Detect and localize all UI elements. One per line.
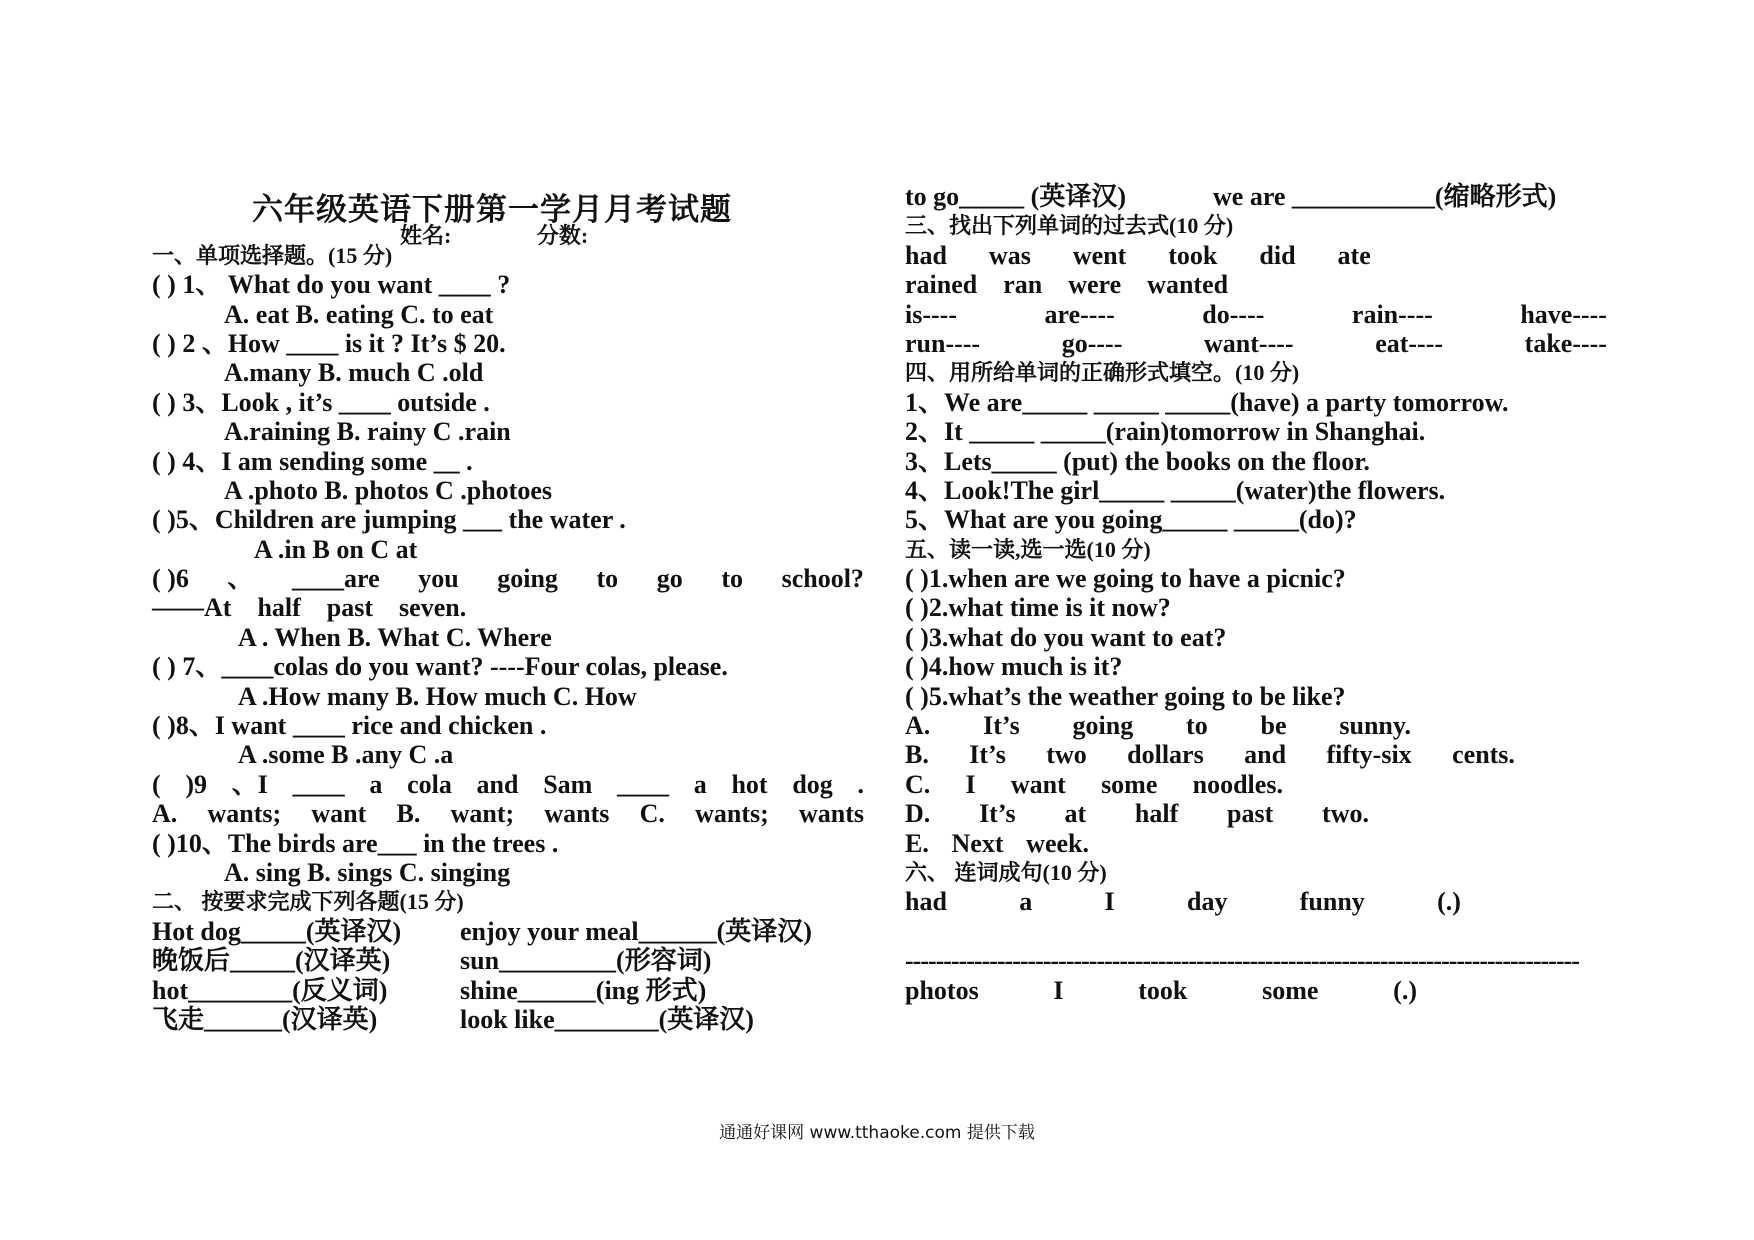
past-tense-row-2: run---- go---- want---- eat---- take---- [905, 328, 1607, 358]
question-2-options: A.many B. much C .old [224, 358, 484, 388]
answer-dash-line: ---------------------------------------------------------------------------------------- [905, 946, 1579, 976]
question-9-options: A. wants; want B. want; wants C. wants; wants [152, 799, 864, 829]
past-tense-words-1: had was went took did ate [905, 240, 1371, 270]
match-question-1: ( )1.when are we going to have a picnic? [905, 564, 1346, 594]
section2-heading: 二、 按要求完成下列各题(15 分) [152, 889, 464, 915]
match-question-2: ( )2.what time is it now? [905, 593, 1171, 623]
question-3: ( ) 3、Look , it’s ____ outside . [152, 387, 490, 417]
fill-sentence-2: 2、It _____ _____(rain)tomorrow in Shanghai. [905, 417, 1426, 447]
section2-row-2: 晚饭后_____(汉译英) sun_________(形容词) [152, 946, 712, 976]
section6-heading: 六、 连词成句(10 分) [905, 859, 1107, 885]
question-6-options: A . When B. What C. Where [238, 622, 552, 652]
fill-sentence-4: 4、Look!The girl_____ _____(water)the flowers. [905, 475, 1446, 505]
section2-row-1: Hot dog_____(英译汉) enjoy your meal______(英译汉) [152, 916, 812, 946]
fill-sentence-1: 1、We are_____ _____ _____(have) a party tomorrow. [905, 387, 1509, 417]
section4-heading: 四、用所给单词的正确形式填空。(10 分) [905, 360, 1300, 386]
question-6: ( )6 、 ____are you going to go to school? [152, 564, 864, 594]
question-1: ( ) 1、 What do you want ____ ? [152, 270, 511, 300]
section2-row-3: hot________(反义词) shine______(ing 形式) [152, 975, 707, 1005]
left-column [152, 182, 864, 1034]
right-column [905, 182, 1607, 1005]
answer-b: B. It’s two dollars and fifty-six cents. [905, 740, 1515, 770]
fill-sentence-5: 5、What are you going_____ _____(do)? [905, 505, 1357, 535]
section3-heading: 三、找出下列单词的过去式(10 分) [905, 213, 1234, 239]
question-5: ( )5、Children are jumping ___ the water . [152, 505, 626, 535]
answer-e: E. Next week. [905, 828, 1089, 858]
answer-a: A. It’s going to be sunny. [905, 711, 1411, 741]
question-6-answer: ——At half past seven. [152, 593, 467, 623]
answer-d: D. It’s at half past two. [905, 799, 1369, 829]
score-label: 分数: [536, 223, 589, 248]
section2-row-4: 飞走______(汉译英) look like________(英译汉) [152, 1004, 754, 1034]
word-order-2: photos I took some (.) [905, 975, 1417, 1005]
question-10-options: A. sing B. sings C. singing [224, 857, 511, 887]
section2-row-5: to go_____ (英译汉) we are ___________(缩略形式) [905, 182, 1557, 211]
question-7: ( ) 7、____colas do you want? ----Four colas, please. [152, 652, 728, 682]
question-3-options: A.raining B. rainy C .rain [224, 417, 511, 447]
question-7-options: A .How many B. How much C. How [238, 681, 637, 711]
section1-heading: 一、单项选择题。(15 分) [152, 242, 393, 268]
section5-heading: 五、读一读,选一选(10 分) [905, 536, 1151, 562]
name-label: 姓名: [400, 223, 452, 248]
footer-credit: 通通好课网 www.tthaoke.com 提供下载 [719, 1123, 1035, 1143]
question-1-options: A. eat B. eating C. to eat [224, 299, 494, 329]
past-tense-words-2: rained ran were wanted [905, 270, 1229, 300]
question-2: ( ) 2 、How ____ is it ? It’s $ 20. [152, 328, 506, 358]
match-question-4: ( )4.how much is it? [905, 652, 1123, 682]
question-4: ( ) 4、I am sending some __ . [152, 446, 473, 476]
question-9: ( )9 、I ____ a cola and Sam ____ a hot dog . [152, 769, 864, 799]
question-4-options: A .photo B. photos C .photoes [224, 475, 552, 505]
word-order-1: had a I day funny (.) [905, 887, 1461, 917]
question-8: ( )8、I want ____ rice and chicken . [152, 711, 547, 741]
fill-sentence-3: 3、Lets_____ (put) the books on the floor. [905, 446, 1370, 476]
page-title: 六年级英语下册第一学月月考试题 [252, 192, 732, 227]
match-question-3: ( )3.what do you want to eat? [905, 622, 1227, 652]
match-question-5: ( )5.what’s the weather going to be like? [905, 681, 1346, 711]
question-8-options: A .some B .any C .a [238, 740, 454, 770]
question-10: ( )10、The birds are___ in the trees . [152, 828, 559, 858]
answer-c: C. I want some noodles. [905, 769, 1283, 799]
past-tense-row-1: is---- are---- do---- rain---- have---- [905, 299, 1607, 329]
question-5-options: A .in B on C at [254, 534, 418, 564]
